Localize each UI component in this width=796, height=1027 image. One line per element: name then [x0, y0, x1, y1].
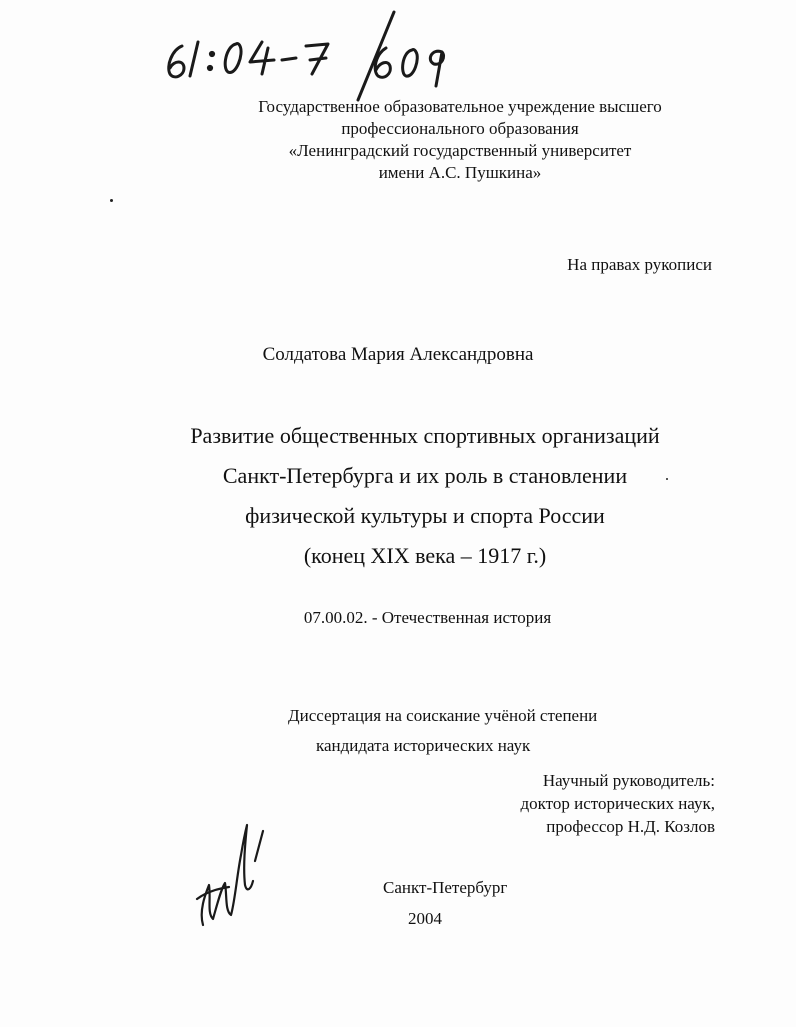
- institution-line: имени А.С. Пушкина»: [378, 163, 542, 182]
- supervisor-label: Научный руководитель:: [542, 771, 715, 790]
- institution-line: «Ленинградский государственный университет: [288, 141, 632, 160]
- year: 2004: [408, 909, 442, 928]
- handwritten-catalog-number: [150, 8, 470, 103]
- scan-speck: [110, 199, 113, 202]
- degree-statement: [288, 701, 597, 761]
- author-name: Солдатова Мария Александровна: [262, 344, 534, 365]
- institution-line: Государственное образовательное учреждение высшего: [258, 97, 662, 116]
- institution-block: [160, 96, 760, 184]
- supervisor-degree: доктор исторических наук,: [520, 794, 715, 813]
- city: Санкт-Петербург: [383, 878, 508, 897]
- institution-line: профессионального образования: [341, 119, 579, 138]
- degree-line: Диссертация на соискание учёной степени: [288, 706, 598, 725]
- rights-note: На правах рукописи: [567, 255, 712, 274]
- dissertation-title: [0, 416, 796, 576]
- handwritten-signature: [185, 815, 275, 935]
- degree-line: кандидата исторических наук: [316, 736, 531, 755]
- supervisor-block: [520, 769, 715, 838]
- title-line: Санкт-Петербурга и их роль в становлении: [222, 463, 628, 488]
- supervisor-name: профессор Н.Д. Козлов: [546, 817, 715, 836]
- title-line: Развитие общественных спортивных организаций: [190, 423, 660, 448]
- title-line: физической культуры и спорта России: [245, 503, 605, 528]
- title-line: (конец XIX века – 1917 г.): [303, 543, 547, 568]
- specialty-code: 07.00.02. - Отечественная история: [303, 608, 552, 627]
